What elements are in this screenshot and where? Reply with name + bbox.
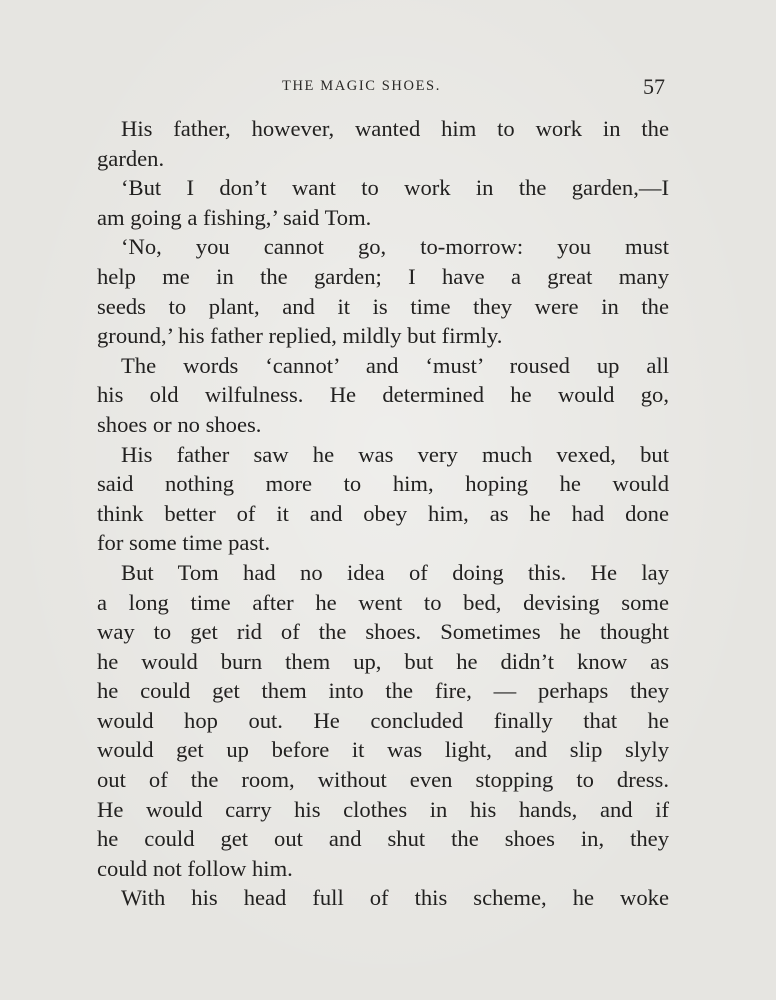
text-line: His father, however, wanted him to work in the [121, 116, 669, 141]
text-line: shoes or no shoes. [97, 411, 262, 437]
text-line: am going a fishing,’ said Tom. [97, 204, 372, 230]
text-line: would get up before it was light, and slip slyly [97, 737, 669, 763]
running-head [0, 74, 776, 104]
paragraph [97, 114, 669, 173]
text-line: said nothing more to him, hoping he would [97, 471, 669, 497]
text-line: He would carry his clothes in his hands, and if [97, 796, 669, 822]
paragraph [97, 558, 669, 884]
text-line: he could get out and shut the shoes in, they [97, 826, 669, 852]
text-line: could not follow him. [97, 855, 293, 881]
paragraph [97, 232, 669, 350]
text-line: The words ‘cannot’ and ‘must’ roused up all [121, 352, 669, 378]
text-line: out of the room, without even stopping to dress. [97, 767, 669, 793]
paragraph [97, 351, 669, 440]
body-text [97, 114, 669, 913]
text-line: for some time past. [97, 530, 271, 556]
text-line: With his head full of this scheme, he woke [121, 885, 669, 911]
text-line: he could get them into the fire, — perhaps they [97, 678, 669, 704]
text-line: His father saw he was very much vexed, but [121, 441, 669, 467]
text-line: seeds to plant, and it is time they were in the [97, 293, 669, 319]
paragraph [97, 440, 669, 558]
text-line: would hop out. He concluded finally that he [97, 707, 669, 733]
text-line: ‘No, you cannot go, to-morrow: you must [121, 234, 669, 260]
running-title: THE MAGIC SHOES. [282, 78, 441, 94]
text-line: his old wilfulness. He determined he would go, [97, 382, 669, 408]
text-line: But Tom had no idea of doing this. He lay [121, 559, 669, 585]
text-line: garden. [97, 145, 165, 171]
text-line: help me in the garden; I have a great many [97, 263, 669, 289]
text-line: way to get rid of the shoes. Sometimes he thought [97, 619, 669, 645]
page-number: 57 [643, 74, 665, 99]
text-line: ‘But I don’t want to work in the garden,—I [121, 175, 669, 201]
text-line: he would burn them up, but he didn’t know as [97, 648, 669, 674]
text-line: a long time after he went to bed, devising some [97, 589, 669, 615]
text-line: ground,’ his father replied, mildly but firmly. [97, 323, 503, 349]
paragraph [97, 883, 669, 913]
text-line: think better of it and obey him, as he had done [97, 500, 669, 526]
paragraph [97, 173, 669, 232]
